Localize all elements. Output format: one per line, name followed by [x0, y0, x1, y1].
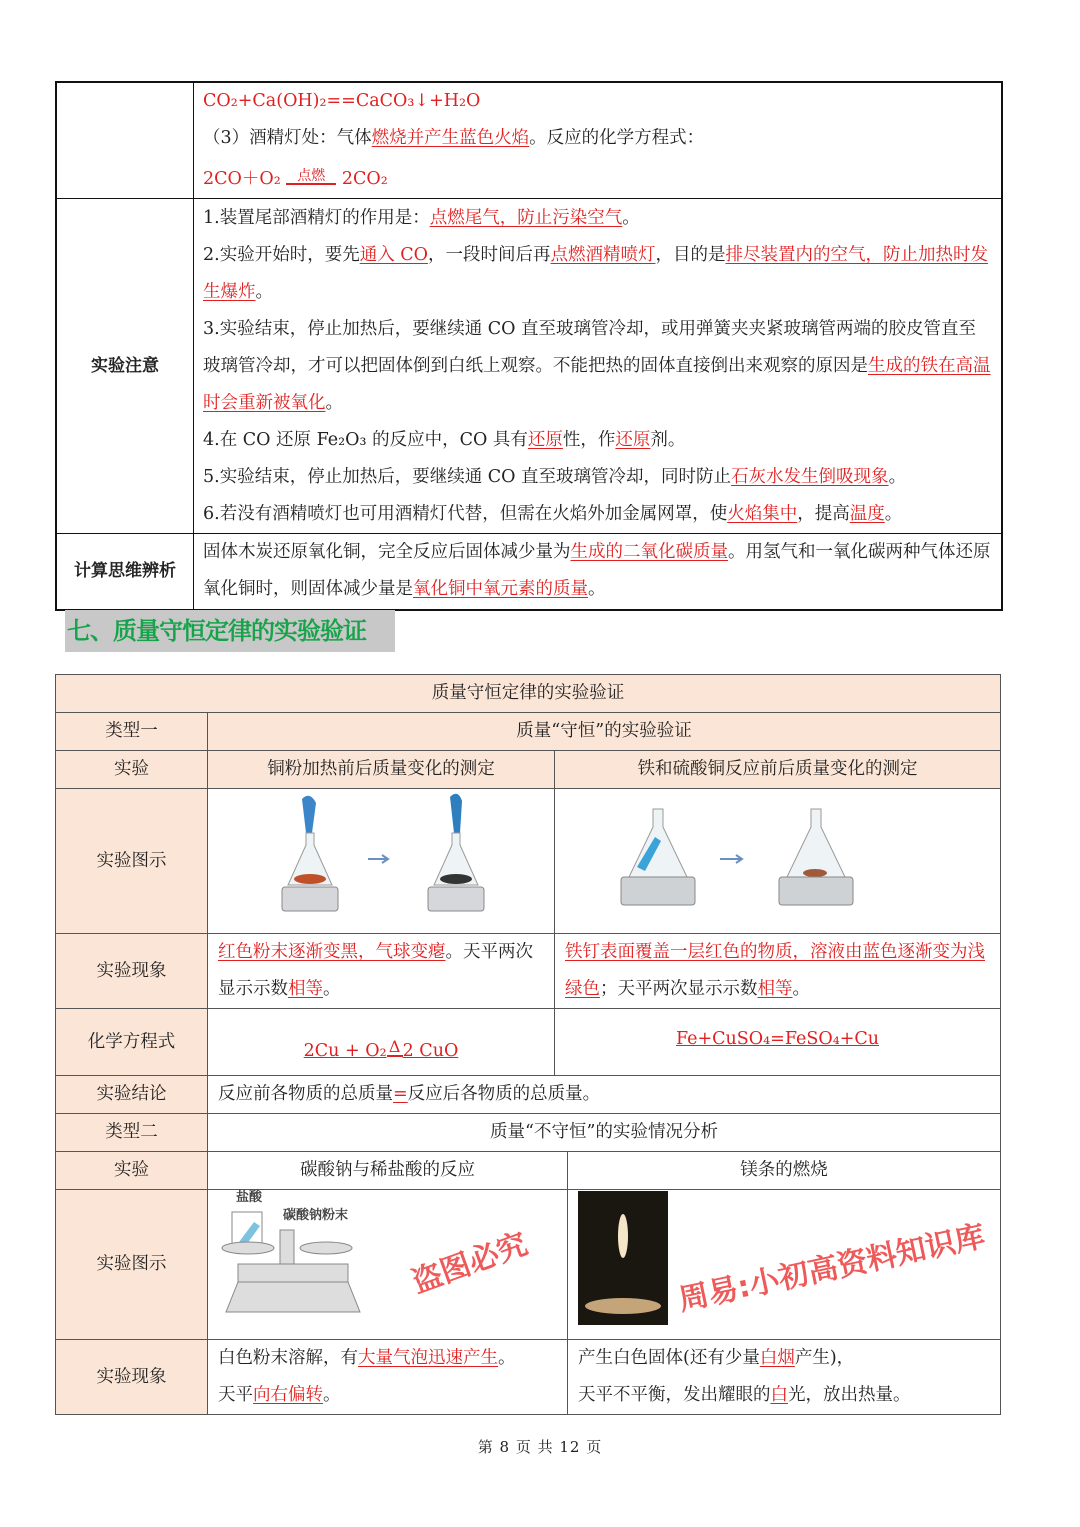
text-segment: 。	[792, 979, 810, 999]
flask-after	[779, 809, 853, 905]
answer-text: 相等	[288, 979, 323, 999]
conclusion-label: 实验结论	[56, 1076, 208, 1114]
text-segment: ，一段时间后再	[428, 244, 551, 265]
magnesium-burning-photo	[578, 1191, 668, 1325]
copper-equation	[208, 1009, 555, 1076]
answer-text: 点燃尾气，防止污染空气	[429, 207, 623, 228]
watermark-stamp-line-2: 盗图必究	[407, 1226, 533, 1301]
text-segment: 。	[325, 392, 343, 413]
magnesium-figure	[568, 1190, 1001, 1340]
text-segment: 性，作	[562, 429, 616, 450]
text-segment: 2.实验开始时，要先	[203, 244, 360, 265]
answer-text: 还原	[615, 429, 651, 450]
answer-text: 排尽装置内的空气，防止加热时发生爆炸	[203, 244, 989, 302]
text-segment: 。天平两次显示示数	[218, 942, 533, 999]
text-segment: 。	[884, 503, 903, 524]
text-segment: 4.在 CO 还原 Fe₂O₃ 的反应中，CO 具有	[203, 429, 528, 450]
text-segment: 。	[888, 466, 907, 487]
type1-title: 质量“守恒”的实验验证	[208, 713, 1001, 751]
answer-text: 向右偏转	[253, 1385, 323, 1405]
text-segment: 产生白色固体(还有少量	[578, 1348, 760, 1368]
calculation-cell	[194, 534, 1003, 610]
phenomenon-magnesium	[568, 1340, 1001, 1415]
answer-text: 大量气泡迅速产生	[358, 1348, 498, 1368]
conclusion	[208, 1076, 1001, 1114]
flask-balance-illustration-2	[565, 789, 985, 919]
label-hydrochloric-acid: 盐酸	[236, 1190, 263, 1205]
row-label-calculation: 计算思维辨析	[56, 534, 194, 610]
precaution-2	[203, 237, 992, 311]
type2-title: 质量“不守恒”的实验情况分析	[208, 1114, 1001, 1152]
precaution-1	[203, 200, 992, 237]
page-footer: 第 8 页 共 12 页	[477, 1438, 603, 1456]
iron-equation: Fe+CuSO₄=FeSO₄+Cu	[555, 1009, 1001, 1076]
precaution-3	[203, 311, 992, 422]
flask-before	[621, 809, 695, 905]
watermark-stamp: 周易:小初高资料知识库	[675, 1218, 989, 1319]
equation-right: 2 CuO	[402, 1040, 459, 1061]
phenomenon-label: 实验现象	[56, 934, 208, 1009]
figure-label-2: 实验图示	[56, 1190, 208, 1340]
answer-text: =	[393, 1084, 408, 1104]
text-segment: 6.若没有酒精喷灯也可用酒精灯代替，但需在火焰外加金属网罩，使	[203, 503, 728, 524]
answer-text: 生成的二氧化碳质量	[570, 542, 728, 563]
text-segment: ，提高	[797, 503, 850, 524]
text-segment: 5.实验结束，停止加热后，要继续通 CO 直至玻璃管冷却，同时防止	[203, 466, 732, 487]
text-segment: 。反应的化学方程式：	[529, 128, 705, 148]
text-segment: 天平	[218, 1385, 253, 1405]
text-segment: ，目的是	[655, 244, 726, 265]
text-segment: 固体木炭还原氧化铜，完全反应后固体减少量为	[203, 542, 571, 563]
arrow-icon	[368, 855, 388, 863]
table-title: 质量守恒定律的实验验证	[56, 675, 1001, 713]
text-segment: 反应前各物质的总质量	[218, 1084, 393, 1104]
experiment-magnesium: 镁条的燃烧	[568, 1152, 1001, 1190]
phenomenon-line	[578, 1340, 990, 1377]
answer-text: 红色粉末逐渐变黑，气球变瘪	[218, 942, 446, 962]
text-segment: 。	[498, 1348, 516, 1368]
text-segment: 剂。	[650, 429, 686, 450]
phenomenon-sodium-carbonate	[208, 1340, 568, 1415]
text-segment: 1.装置尾部酒精灯的作用是：	[203, 207, 430, 228]
precautions-cell	[194, 199, 1003, 534]
precaution-5	[203, 459, 992, 496]
text-segment: 反应后各物质的总质量。	[407, 1084, 601, 1104]
experiment-label: 实验	[56, 751, 208, 789]
answer-text: 燃烧并产生蓝色火焰	[371, 128, 530, 148]
equation-label: 化学方程式	[56, 1009, 208, 1076]
iron-copper-sulfate-figure	[555, 789, 1001, 934]
text-segment: 。	[323, 979, 341, 999]
text-segment: 3.实验结束，停止加热后，要继续通 CO 直至玻璃管冷却，或用弹簧夹夹紧玻璃管两端的胶皮管直至玻璃管冷却，才可以把固体倒到白纸上观察。不能把热的固体直接倒出来观察的原因是	[203, 318, 977, 376]
label-sodium-carbonate: 碳酸钠粉末	[283, 1208, 349, 1223]
text-segment: 天平不平衡，发出耀眼的	[578, 1385, 771, 1405]
answer-text: 点燃酒精喷灯	[550, 244, 656, 265]
condition-ignite: 点燃	[286, 169, 336, 185]
balance-figure	[208, 1190, 568, 1340]
type2-label: 类型二	[56, 1114, 208, 1152]
equation-right: 2CO₂	[341, 169, 388, 189]
limewater-equation: CO₂+Ca(OH)₂==CaCO₃↓+H₂O	[203, 91, 481, 111]
text-segment: （3）酒精灯处：气体	[203, 128, 372, 148]
answer-text: 氧化铜中氧元素的质量	[413, 579, 588, 600]
equation-left: 2Cu + O₂	[303, 1040, 387, 1061]
answer-text: 石灰水发生倒吸现象	[731, 466, 889, 487]
text-segment: 光，放出热量。	[788, 1385, 911, 1405]
answer-text: 铁钉表面覆盖一层红色的物质，溶液由蓝色逐渐变为浅绿色	[565, 942, 985, 999]
type1-label: 类型一	[56, 713, 208, 751]
phenomenon-iron	[555, 934, 1001, 1009]
answer-text: 火焰集中	[727, 503, 798, 524]
phenomenon-label-2: 实验现象	[56, 1340, 208, 1415]
experiment-iron-copper-sulfate: 铁和硫酸铜反应前后质量变化的测定	[555, 751, 1001, 789]
phenomenon-line	[218, 1340, 557, 1377]
phenomenon-copper	[208, 934, 555, 1009]
equation-left: 2CO＋O₂	[203, 169, 281, 189]
section-heading: 七、质量守恒定律的实验验证	[65, 610, 395, 652]
precaution-4	[203, 422, 992, 459]
text-segment: 。	[588, 579, 606, 600]
flask-balance-illustration	[218, 789, 544, 919]
answer-text: 相等	[757, 979, 793, 999]
experiment-label-2: 实验	[56, 1152, 208, 1190]
co-reduction-table	[55, 81, 1003, 611]
text-segment: 白色粉末溶解，有	[218, 1348, 358, 1368]
text-segment: ；天平两次显示示数	[600, 979, 758, 999]
text-segment: 。	[323, 1385, 341, 1405]
flask-before	[282, 796, 338, 911]
row-label-precautions: 实验注意	[56, 199, 194, 534]
answer-text: 生成的铁在高温时会重新被氧化	[203, 355, 991, 413]
phenomenon-line	[218, 1377, 557, 1414]
text-segment: 。	[255, 281, 273, 302]
experiment-sodium-carbonate: 碳酸钠与稀盐酸的反应	[208, 1152, 568, 1190]
flask-after	[428, 794, 484, 911]
condition-heat: Δ	[387, 1039, 403, 1057]
row-label-empty	[56, 82, 194, 199]
text-segment: 产生)，	[794, 1348, 855, 1368]
alcohol-lamp-cell	[194, 82, 1003, 199]
answer-text: 通入 CO	[359, 244, 429, 265]
copper-heating-figure	[208, 789, 555, 934]
answer-text: 白烟	[759, 1348, 795, 1368]
alcohol-lamp-line	[203, 120, 992, 157]
precaution-6	[203, 496, 992, 533]
text-segment: 。	[622, 207, 640, 228]
figure-label: 实验图示	[56, 789, 208, 934]
experiment-copper: 铜粉加热前后质量变化的测定	[208, 751, 555, 789]
text-segment: 。用氢气和一氧化碳两种气体还原氧化铜时，则固体减少量是	[203, 542, 991, 600]
answer-text: 还原	[527, 429, 563, 450]
mass-conservation-table	[55, 674, 1001, 1415]
answer-text: 温度	[849, 503, 885, 524]
phenomenon-line	[578, 1377, 990, 1414]
answer-text: 白	[770, 1385, 788, 1405]
arrow-icon	[720, 855, 742, 863]
co-combustion-equation	[203, 157, 992, 198]
